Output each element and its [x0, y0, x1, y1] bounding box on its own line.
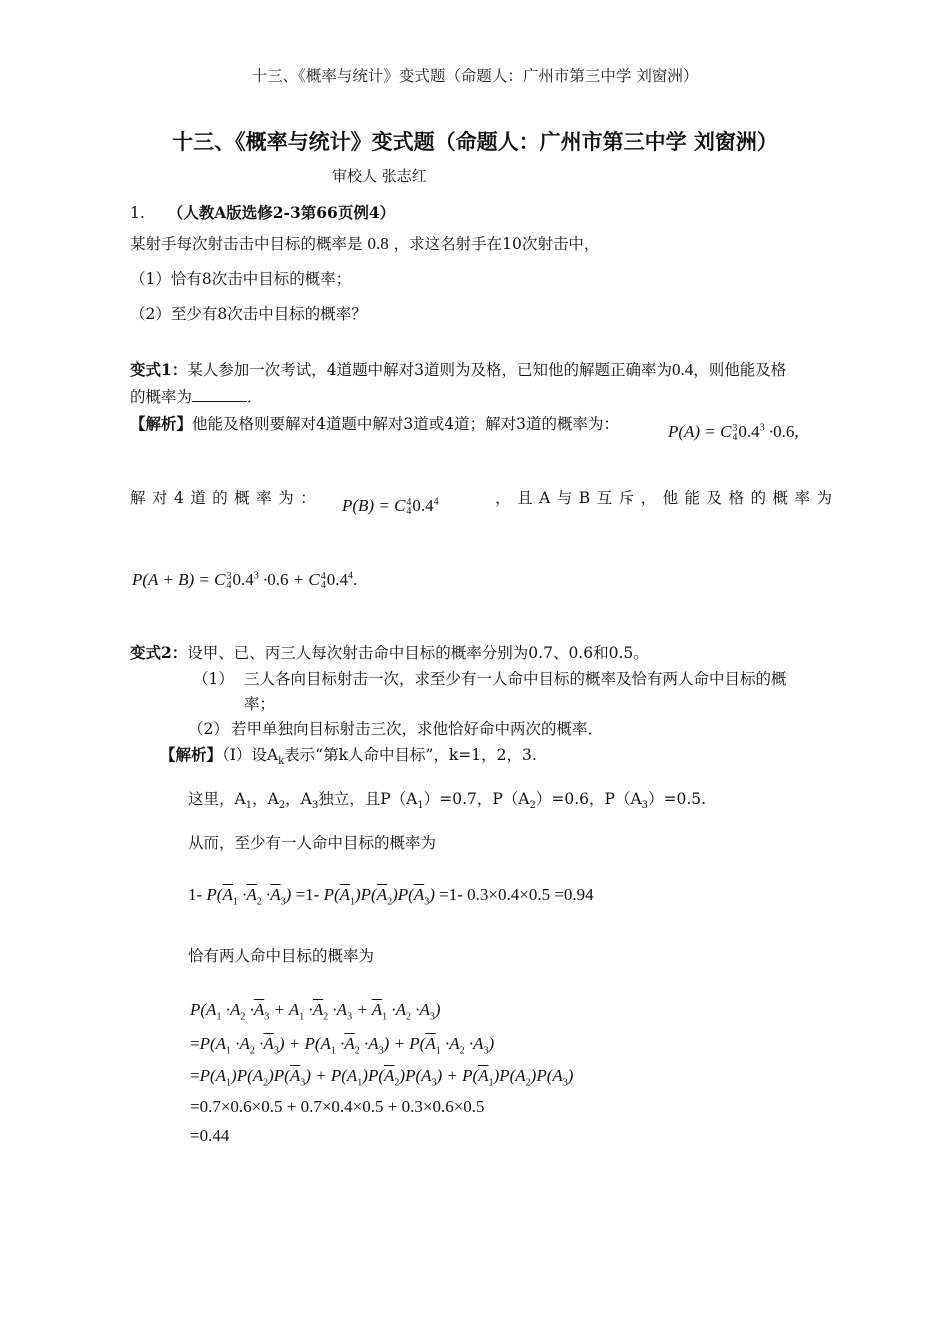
page-title: 十三、《概率与统计》变式题（命题人：广州市第三中学 刘窗洲） [172, 129, 778, 154]
v2-part2-num: （2） [188, 720, 229, 738]
v2-stem: 变式2：设甲、已、丙三人每次射击命中目标的概率分别为0.7、0.6和0.5。 [130, 643, 649, 662]
v1-solve4-line: 解对4道的概率为： ，且A与B互斥，他能及格的概率为 [130, 489, 832, 507]
answer-blank [192, 389, 247, 402]
reviewer-line: 审校人 张志红 [332, 167, 427, 185]
q1-stem: 某射手每次射击击中目标的概率是 0.8 ，求这名射手在10次射击中， [130, 234, 600, 253]
v2-part1: 三人各向目标射击一次，求至少有一人命中目标的概率及恰有两人命中目标的概 [244, 670, 787, 688]
v1-stem: 变式1：某人参加一次考试，4道题中解对3道则为及格，已知他的解题正确率为0.4，则他能及格 [130, 360, 787, 379]
q1-heading [130, 201, 395, 223]
v2-independence: 这里，$A_1$，$A_2$，$A_3$独立，且$P(A_1)=0.7$，$P(A_2)=0.6$，$P(A_3)=0.5$. [188, 790, 707, 812]
v2-part1-num: （1） [193, 670, 234, 688]
v1-stem-cont: 的概率为 ． [130, 388, 263, 406]
q1-probability: 0.8 [367, 234, 389, 253]
q1-source: （人教A版选修2-3第66页例4） [167, 203, 396, 222]
v2-part1-cont: 率； [244, 695, 276, 713]
v2-part2: 若甲单独向目标射击三次，求他恰好命中两次的概率． [231, 720, 604, 738]
v2-exact2-label: 恰有两人命中目标的概率为 [188, 947, 375, 965]
q1-part2: （2）至少有8次击中目标的概率？ [130, 305, 367, 323]
formula-atleast: 1- $P(\overline{A}_1 \cdot\overline{A}_2 \cdot\overline{A}_3) =1-$ $P(\overline{A}_1)P(\overline{A}_2)P(\overline{A}_3) =1-$ 0.3×0.4×0.5 =0.94 [188, 885, 594, 908]
v1-label: 变式1： [130, 360, 188, 379]
formula-pa: P(A) = C3 $40.4^3 \cdot 0.6$, [668, 422, 799, 444]
formula-pb: P(B) = C4 40.4$^4$ [342, 496, 439, 518]
page-header: 十三、《概率与统计》变式题（命题人：广州市第三中学 刘窗洲） [251, 67, 699, 85]
formula-exact2-line3: $=P(A_1)P(A_2)P(\overline{A}_3) + P(A_1)P(\overline{A}_2)P(A_3) + P(\overline{A}_1)P(A_2)P(A_3)$ [190, 1066, 574, 1089]
formula-exact2-line1: $P(A_1 \cdot A_2 \cdot\overline{A}_3 + A_1 \cdot\overline{A}_2 \cdot A_3 + \overline{A}_1 \cdot A_2 \cdot A_3)$ [190, 1000, 441, 1023]
formula-exact2-line5: =0.44 [190, 1126, 230, 1145]
q1-number: 1. [130, 204, 145, 222]
formula-pab: P(A + B) = C3 $40.4^3 \cdot 0.6 + C4$ 40.4$^4$. [132, 570, 358, 592]
analysis-label: 【解析】 [130, 414, 193, 433]
analysis-label-2: 【解析】 [160, 745, 223, 764]
formula-exact2-line4: =0.7×0.6×0.5 + 0.7×0.4×0.5 + 0.3×0.6×0.5 [190, 1097, 485, 1116]
formula-exact2-line2: $=P(A_1 \cdot A_2 \cdot\overline{A}_3) + P(A_1 \cdot\overline{A}_2 \cdot A_3) + P(\overline{A}_1 \cdot A_2 \cdot A_3)$ [190, 1034, 495, 1057]
q1-part1: （1）恰有8次击中目标的概率； [130, 270, 352, 288]
v2-label: 变式2： [130, 643, 188, 662]
v2-analysis: 【解析】（I）设$A_k$表示“第k人命中目标”，k=1，2，3. [160, 745, 537, 768]
v2-atleast-label: 从而，至少有一人命中目标的概率为 [188, 834, 437, 852]
v1-analysis: 【解析】他能及格则要解对4道题中解对3道或4道；解对3道的概率为： [130, 414, 619, 433]
